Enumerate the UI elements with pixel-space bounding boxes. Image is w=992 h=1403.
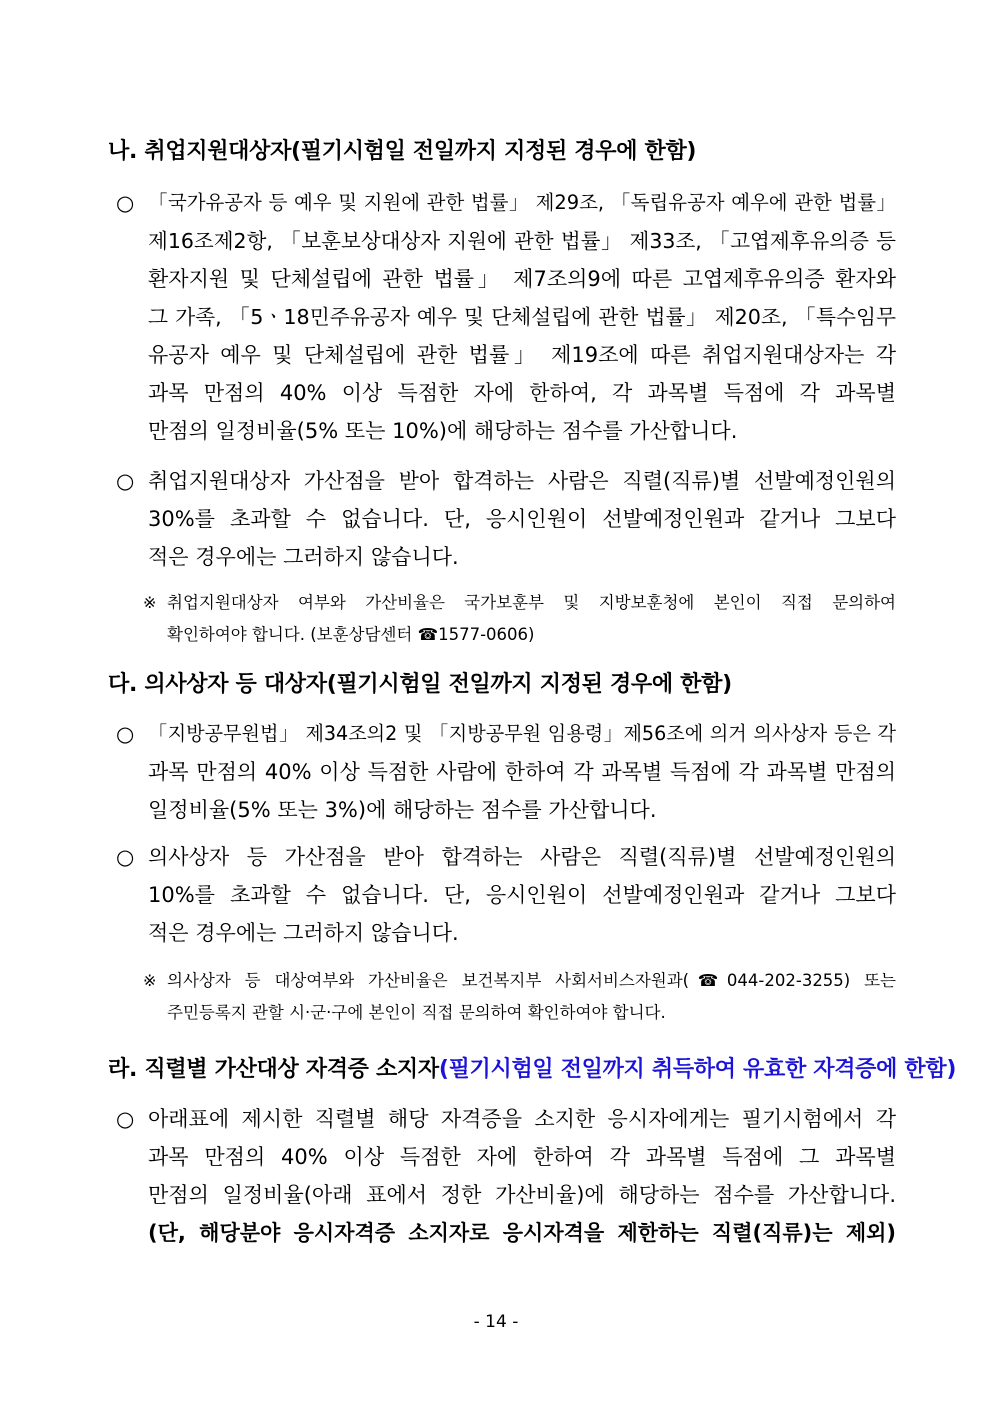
bullet-circle: ○ (116, 1107, 135, 1131)
note-injured-inquiry (167, 965, 896, 1029)
paragraph-certificate-bonus (148, 1100, 896, 1252)
paragraph-line: 유공자 예우 및 단체설립에 관한 법률」 제19조에 따른 취업지원대상자는 각 (148, 343, 896, 367)
paragraph-line: 적은 경우에는 그러하지 않습니다. (148, 545, 459, 569)
note-line: 취업지원대상자 여부와 가산비율은 국가보훈부 및 지방보훈청에 본인이 직접 문의하여 (167, 593, 896, 612)
bullet-circle: ○ (116, 722, 135, 746)
paragraph-line: 적은 경우에는 그러하지 않습니다. (148, 921, 459, 945)
paragraph-veterans-limit (148, 462, 896, 576)
paragraph-line: 그 가족, 「5ㆍ18민주유공자 예우 및 단체설립에 관한 법률」 제20조, 「특수임무 (148, 305, 896, 329)
page-number: - 14 - (473, 1312, 519, 1332)
note-mark: ※ (143, 593, 157, 612)
paragraph-line: 제16조제2항, 「보훈보상대상자 지원에 관한 법률」 제33조, 「고엽제후유의증 등 (148, 229, 896, 253)
paragraph-line: 10%를 초과할 수 없습니다. 단, 응시인원이 선발예정인원과 같거나 그보다 (148, 883, 896, 907)
section-heading-da: 다. 의사상자 등 대상자(필기시험일 전일까지 지정된 경우에 한함) (108, 672, 732, 697)
paragraph-exception-line: (단, 해당분야 응시자격증 소지자로 응시자격을 제한하는 직렬(직류)는 제외) (148, 1221, 896, 1245)
section-heading-ra-condition: (필기시험일 전일까지 취득하여 유효한 자격증에 한함) (438, 1057, 957, 1082)
note-mark: ※ (143, 971, 157, 990)
paragraph-injured-limit (148, 838, 896, 952)
paragraph-line: 아래표에 제시한 직렬별 해당 자격증을 소지한 응시자에게는 필기시험에서 각 (148, 1107, 896, 1131)
bullet-circle: ○ (116, 191, 135, 215)
paragraph-line: 과목 만점의 40% 이상 득점한 자에 한하여 각 과목별 득점에 그 과목별 (148, 1145, 896, 1169)
paragraph-line: 환자지원 및 단체설립에 관한 법률」 제7조의9에 따른 고엽제후유의증 환자와 (148, 267, 896, 291)
paragraph-line: 30%를 초과할 수 없습니다. 단, 응시인원이 선발예정인원과 같거나 그보다 (148, 507, 896, 531)
note-line: 주민등록지 관할 시·군·구에 본인이 직접 문의하여 확인하여야 합니다. (167, 1003, 666, 1022)
paragraph-line: 만점의 일정비율(5% 또는 10%)에 해당하는 점수를 가산합니다. (148, 419, 738, 443)
paragraph-line: 「국가유공자 등 예우 및 지원에 관한 법률」 제29조, 「독립유공자 예우에 관한 법률」 (148, 191, 896, 214)
paragraph-line: 의사상자 등 가산점을 받아 합격하는 사람은 직렬(직류)별 선발예정인원의 (148, 845, 896, 869)
paragraph-line: 일정비율(5% 또는 3%)에 해당하는 점수를 가산합니다. (148, 798, 657, 822)
paragraph-line: 취업지원대상자 가산점을 받아 합격하는 사람은 직렬(직류)별 선발예정인원의 (148, 469, 896, 493)
bullet-circle: ○ (116, 469, 135, 493)
section-heading-ra (108, 1055, 956, 1085)
paragraph-line: 과목 만점의 40% 이상 득점한 자에 한하여, 각 과목별 득점에 각 과목별 (148, 381, 896, 405)
section-heading-ra-title: 라. 직렬별 가산대상 자격증 소지자 (108, 1057, 439, 1082)
paragraph-line: 만점의 일정비율(아래 표에서 정한 가산비율)에 해당하는 점수를 가산합니다. (148, 1183, 896, 1207)
section-heading-na: 나. 취업지원대상자(필기시험일 전일까지 지정된 경우에 한함) (108, 139, 697, 164)
note-line: 의사상자 등 대상여부와 가산비율은 보건복지부 사회서비스자원과(☎044-202-3255) 또는 (167, 971, 896, 990)
paragraph-line: 과목 만점의 40% 이상 득점한 사람에 한하여 각 과목별 득점에 각 과목별 만점의 (148, 760, 896, 784)
note-line: 확인하여야 합니다. (보훈상담센터 ☎1577-0606) (167, 625, 535, 644)
paragraph-line: 「지방공무원법」 제34조의2 및 「지방공무원 임용령」제56조에 의거 의사상자 등은 각 (148, 722, 896, 745)
note-veterans-inquiry (167, 587, 896, 651)
paragraph-veterans-law (148, 184, 896, 450)
bullet-circle: ○ (116, 845, 135, 869)
paragraph-injured-law (148, 715, 896, 829)
